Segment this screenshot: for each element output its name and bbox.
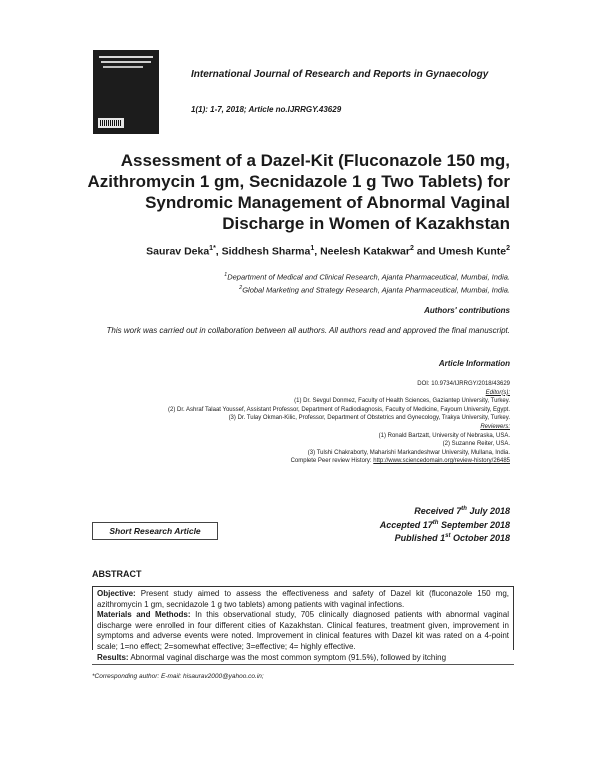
author-name: Umesh Kunte [438,245,507,258]
abstract-heading: ABSTRACT [92,569,142,579]
author-list: Saurav Deka$^{1*}$, Siddhesh Sharma$^1$, Neelesh Katakwar$^2$ and Umesh Kunte$^2$ [146,245,510,258]
editor-entry: (3) Dr. Tulay Okman-Kilic, Professor, Department of Obstetrics and Gynecology, Trakya University, Turkey. [228,415,510,422]
author-affiliation-mark: 1* [209,245,216,252]
affiliation-line: $^2$Global Marketing and Strategy Research, Ajanta Pharmaceutical, Mumbai, India. [239,284,510,294]
contributions-text: This work was carried out in collaboration between all authors. All authors read and approved the final manuscript. [106,326,510,335]
contributions-heading: Authors' contributions [424,306,510,315]
review-information [100,380,510,466]
editors-label: Editor(s): [485,389,510,396]
accepted-date: Accepted 17th September 2018 [379,519,510,530]
doi: DOI: 10.9734/IJRRGY/2018/43629 [417,381,510,387]
affiliation-line: $^1$Department of Medical and Clinical Research, Ajanta Pharmaceutical, Mumbai, India. [224,272,510,282]
abstract-box [92,586,514,662]
publication-dates [300,504,510,545]
author-affiliation-mark: 2 [506,245,510,252]
editor-entry: (2) Dr. Ashraf Talaat Youssef, Assistant Professor, Department of Radiodiagnosis, Faculty of Medicine, Fayoum University, Egypt. [168,406,510,413]
reviewers-label: Reviewers: [480,423,510,430]
abstract-objective: Objective: Present study aimed to assess the effectiveness and safety of Dazel kit (fluconazole 150 mg, azithromycin 1 gm, secnidazole 1 g two tablets) among patients with vaginal infections. [97,589,509,609]
journal-name: International Journal of Research and Reports in Gynaecology [191,69,489,80]
author-affiliation-mark: 2 [409,245,414,252]
journal-reference: 1(1): 1-7, 2018; Article no.IJRRGY.43629 [191,105,342,114]
reviewer-entry: (3) Tulshi Chakraborty, Maharishi Markandeshwar University, Mullana, India. [307,449,510,456]
paper-title: Assessment of a Dazel-Kit (Fluconazole 150 mg, Azithromycin 1 gm, Secnidazole 1 g Two Tablets) for Syndromic Management of Abnormal Vaginal Discharge in Women of Kazakhstan [87,151,510,233]
editor-entry: (1) Dr. Sevgul Donmez, Faculty of Health Sciences, Gaziantep University, Turkey. [294,398,510,405]
corresponding-author-footnote: *Corresponding author: E-mail: hisaurav2000@yahoo.co.in; [92,673,264,680]
published-date: Published 1st October 2018 [394,533,510,543]
barcode-icon [98,118,124,128]
received-date: Received 7th July 2018 [414,506,510,516]
affiliations [80,270,510,295]
footnote-divider [92,664,514,665]
article-information-heading: Article Information [438,359,510,368]
peer-review-history: Complete Peer review History: http://www.sciencedomain.org/review-history/26485 [290,458,510,465]
author-name: Saurav Deka [146,245,210,258]
abstract-methods: Materials and Methods: In this observational study, 705 clinically diagnosed patients with abnormal vaginal discharge were enrolled in four different cities of Kazakhstan. Clinical features, treatment given, improvement in symptoms and adverse events were noted. Improvement in clinical features with Dazel kit was rated on a 4-point scale; 1=no effect; 2=somewhat effective; 3=effective; 4= highly effective. [97,610,509,651]
article-type-badge: Short Research Article [92,522,218,540]
peer-review-history-link[interactable]: http://www.sciencedomain.org/review-history/26485 [373,458,510,465]
author-name: Siddhesh Sharma [221,245,311,258]
author-name: Neelesh Katakwar [320,245,410,258]
author-affiliation-mark: 1 [310,245,315,252]
journal-cover-image [93,50,159,134]
reviewer-entry: (2) Suzanne Reiter, USA. [442,441,510,448]
reviewer-entry: (1) Ronald Bartzatt, University of Nebraska, USA. [378,432,510,439]
abstract-results: Results: Abnormal vaginal discharge was the most common symptom (91.5%), followed by itching [97,652,447,662]
